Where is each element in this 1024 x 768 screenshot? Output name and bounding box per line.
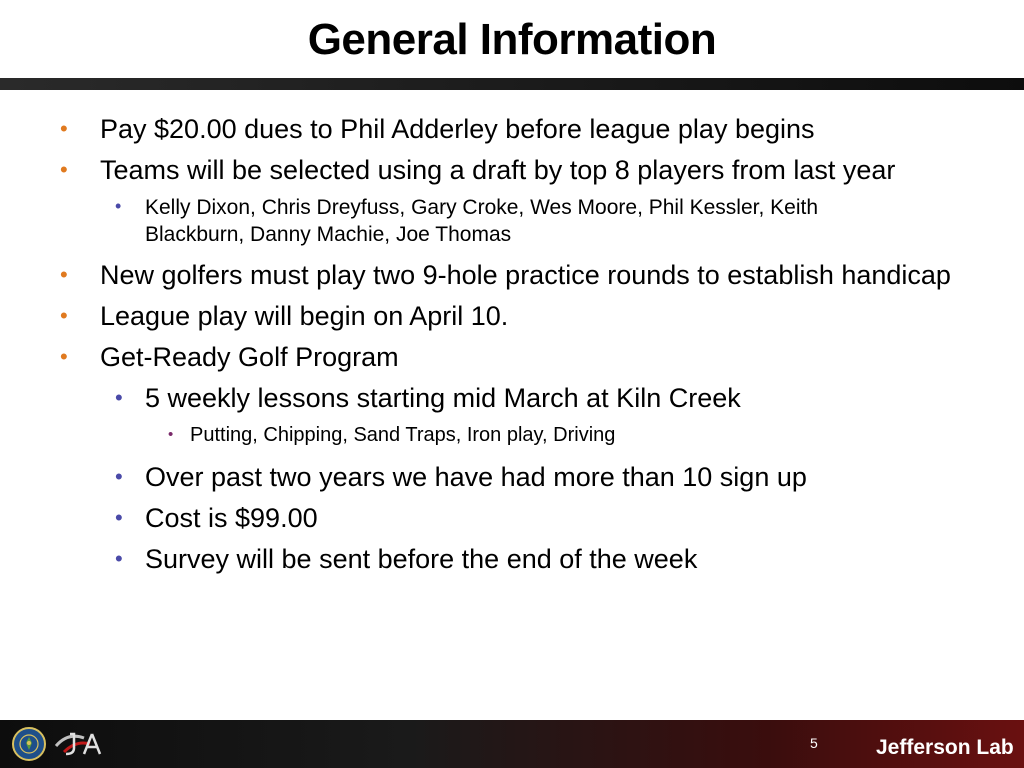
slide-title: General Information bbox=[307, 15, 717, 64]
sub-bullet-marker: • bbox=[115, 385, 123, 410]
bullet-item bbox=[60, 340, 980, 374]
bullet-marker: • bbox=[60, 303, 68, 328]
bullet-marker: • bbox=[60, 344, 68, 369]
title-divider bbox=[0, 78, 1024, 90]
bullet-list bbox=[0, 112, 1024, 583]
bullet-text: New golfers must play two 9-hole practice rounds to establish handicap bbox=[100, 260, 951, 290]
sub-bullet-text: Cost is $99.00 bbox=[145, 503, 318, 533]
jefferson-lab-logo-icon bbox=[874, 731, 1014, 761]
sub-bullet-item bbox=[115, 194, 905, 248]
jsa-logo-icon bbox=[54, 728, 108, 758]
sub-sub-bullet-marker: • bbox=[168, 426, 174, 443]
bullet-item bbox=[60, 112, 980, 146]
title-bar bbox=[0, 0, 1024, 78]
bullet-marker: • bbox=[60, 262, 68, 287]
bullet-marker: • bbox=[60, 157, 68, 182]
doe-seal-icon bbox=[12, 727, 46, 761]
bullet-text: Teams will be selected using a draft by top 8 players from last year bbox=[100, 155, 896, 185]
sub-bullet-text: 5 weekly lessons starting mid March at Kiln Creek bbox=[145, 383, 741, 413]
sub-bullet-marker: • bbox=[115, 546, 123, 571]
bullet-text: Get-Ready Golf Program bbox=[100, 342, 399, 372]
bullet-item bbox=[60, 299, 980, 333]
sub-bullet-item bbox=[115, 542, 905, 576]
bullet-marker: • bbox=[60, 116, 68, 141]
jefferson-lab-logo-text: Jefferson Lab bbox=[876, 736, 1014, 759]
sub-bullet-text: Survey will be sent before the end of the week bbox=[145, 544, 698, 574]
bullet-text: League play will begin on April 10. bbox=[100, 301, 509, 331]
sub-bullet-text: Kelly Dixon, Chris Dreyfuss, Gary Croke, Wes Moore, Phil Kessler, Keith Blackburn, Danny Machie, Joe Thomas bbox=[145, 196, 818, 246]
sub-bullet-marker: • bbox=[115, 196, 122, 216]
sub-sub-bullet-item bbox=[168, 422, 890, 448]
bullet-text: Pay $20.00 dues to Phil Adderley before league play begins bbox=[100, 114, 815, 144]
sub-bullet-item bbox=[115, 460, 905, 494]
sub-bullet-item bbox=[115, 381, 905, 415]
bullet-item bbox=[60, 258, 980, 292]
sub-sub-bullet-text: Putting, Chipping, Sand Traps, Iron play, Driving bbox=[190, 424, 616, 446]
sub-bullet-item bbox=[115, 501, 905, 535]
footer-bar bbox=[0, 720, 1024, 768]
sub-bullet-marker: • bbox=[115, 505, 123, 530]
bullet-item bbox=[60, 153, 980, 187]
page-number: 5 bbox=[810, 735, 818, 751]
sub-bullet-marker: • bbox=[115, 464, 123, 489]
sub-bullet-text: Over past two years we have had more than 10 sign up bbox=[145, 462, 807, 492]
